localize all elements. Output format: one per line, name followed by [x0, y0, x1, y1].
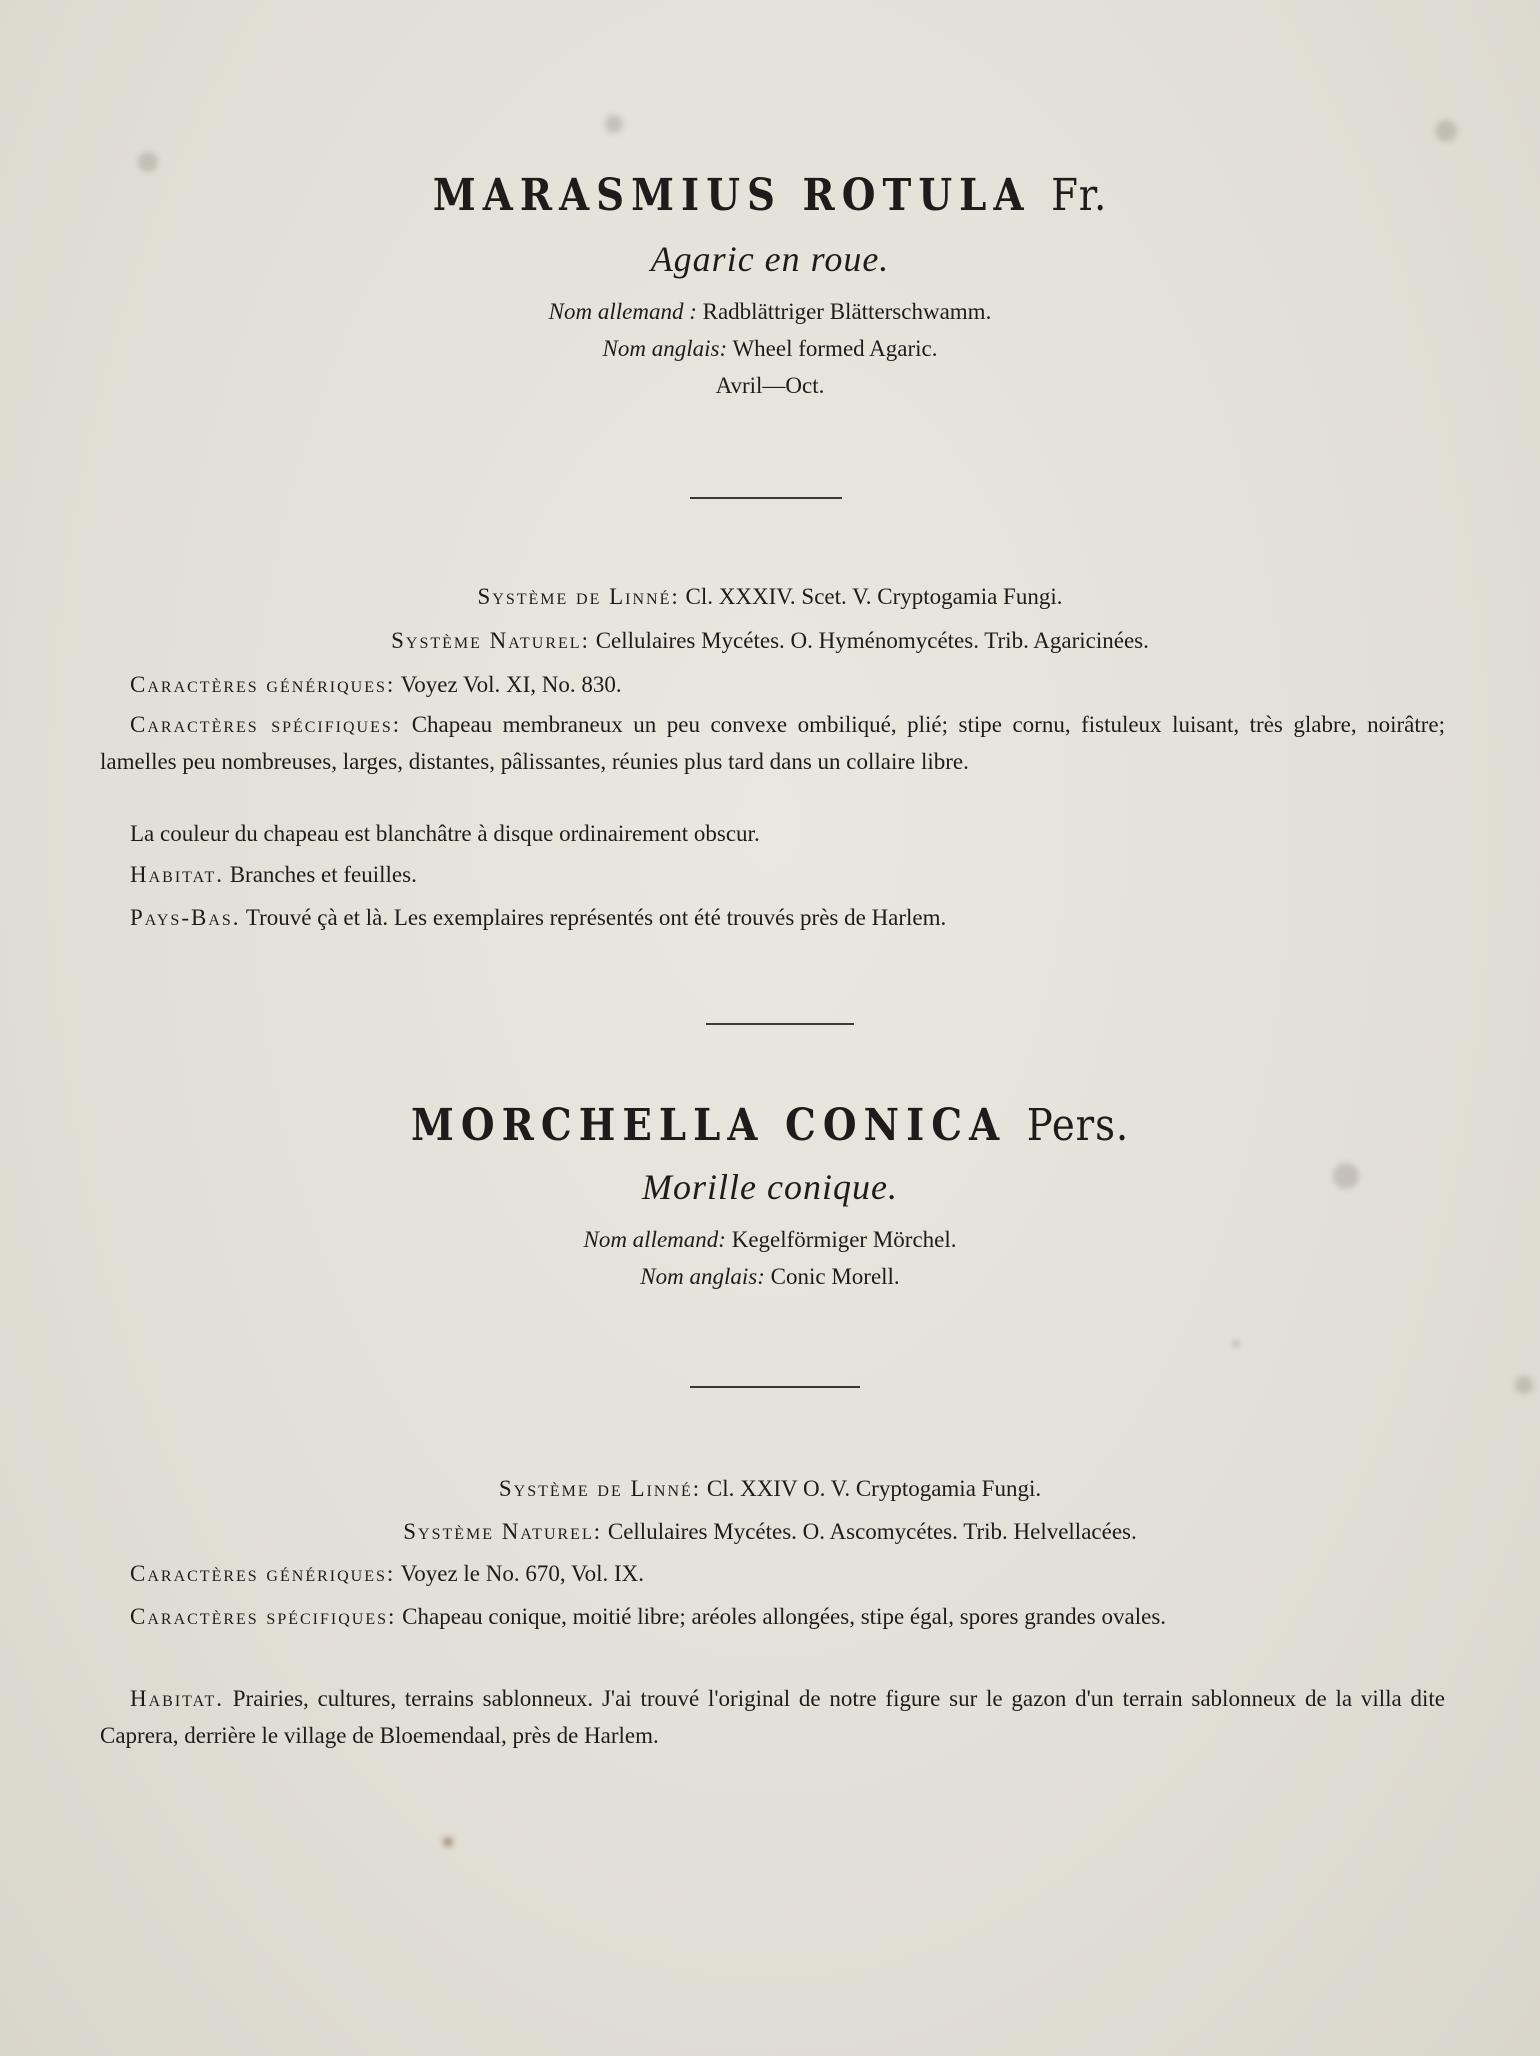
- section-2-generiques: Caractères génériques: Voyez le No. 670, Vol. IX.: [130, 1561, 645, 1586]
- section-1-names: [0, 294, 1540, 404]
- section-1-common: [0, 238, 1540, 280]
- paper-spot: [138, 152, 158, 172]
- section-1-heading: [0, 170, 1540, 221]
- section-1-paysbas: Pays-Bas. Trouvé çà et là. Les exemplaires représentés ont été trouvés près de Harlem.: [130, 905, 947, 930]
- section-2-german: Nom allemand: Kegelförmiger Mörchel.: [583, 1227, 957, 1252]
- section-1-title: MARASMIUS ROTULA Fr.: [432, 170, 1108, 221]
- section-2-title: MORCHELLA CONICA Pers.: [410, 1100, 1130, 1151]
- section-divider: [706, 1023, 854, 1025]
- section-2-common-name: Morille conique.: [642, 1167, 898, 1207]
- section-1-habitat: Habitat. Branches et feuilles.: [130, 862, 417, 887]
- section-1-german: Nom allemand : Radblättriger Blätterschwamm.: [548, 299, 992, 324]
- section-2-names: [0, 1222, 1540, 1296]
- section-2-specifiques: Caractères spécifiques: Chapeau conique, moitié libre; aréoles allongées, stipe égal, spores grandes ovales.: [130, 1604, 1167, 1629]
- section-2-habitat: Habitat. Prairies, cultures, terrains sablonneux. J'ai trouvé l'original de notre figure sur le gazon d'un terrain sablonneux de la villa dite Caprera, derrière le village de Bloemendaal, près de Harlem.: [100, 1686, 1445, 1748]
- section-1-generiques: Caractères génériques: Voyez Vol. XI, No. 830.: [130, 672, 622, 697]
- section-2-divider-top: [690, 1386, 860, 1388]
- section-1-couleur: La couleur du chapeau est blanchâtre à disque ordinairement obscur.: [130, 821, 760, 846]
- paper-spot: [605, 115, 623, 133]
- section-1-season: Avril—Oct.: [715, 372, 825, 398]
- paper-spot: [1232, 1340, 1240, 1348]
- section-1-specifiques: Caractères spécifiques: Chapeau membraneux un peu convexe ombiliqué, plié; stipe cornu, fistuleux luisant, très glabre, noirâtre; lamelles peu nombreuses, larges, distantes, pâlissantes, réunies plus tard dans un collaire libre.: [100, 712, 1446, 774]
- section-1-divider-top: [690, 497, 842, 499]
- paper-spot: [1515, 1376, 1533, 1394]
- section-2-naturel: Système Naturel: Cellulaires Mycétes. O. Ascomycétes. Trib. Helvellacées.: [403, 1519, 1137, 1544]
- section-1-english: Nom anglais: Wheel formed Agaric.: [602, 335, 938, 361]
- section-2-linne: Système de Linné: Cl. XXIV O. V. Cryptogamia Fungi.: [498, 1476, 1042, 1501]
- section-1-naturel: Système Naturel: Cellulaires Mycétes. O. Hyménomycétes. Trib. Agaricinées.: [391, 628, 1149, 653]
- paper-spot: [443, 1837, 453, 1847]
- section-2-english: Nom anglais: Conic Morell.: [640, 1263, 900, 1289]
- section-1-linne: Système de Linné: Cl. XXXIV. Scet. V. Cryptogamia Fungi.: [477, 584, 1063, 609]
- section-1-common-name: Agaric en roue.: [650, 239, 890, 279]
- section-2-common: [0, 1166, 1540, 1208]
- paper-spot: [1435, 120, 1457, 142]
- section-2-heading: [0, 1100, 1540, 1151]
